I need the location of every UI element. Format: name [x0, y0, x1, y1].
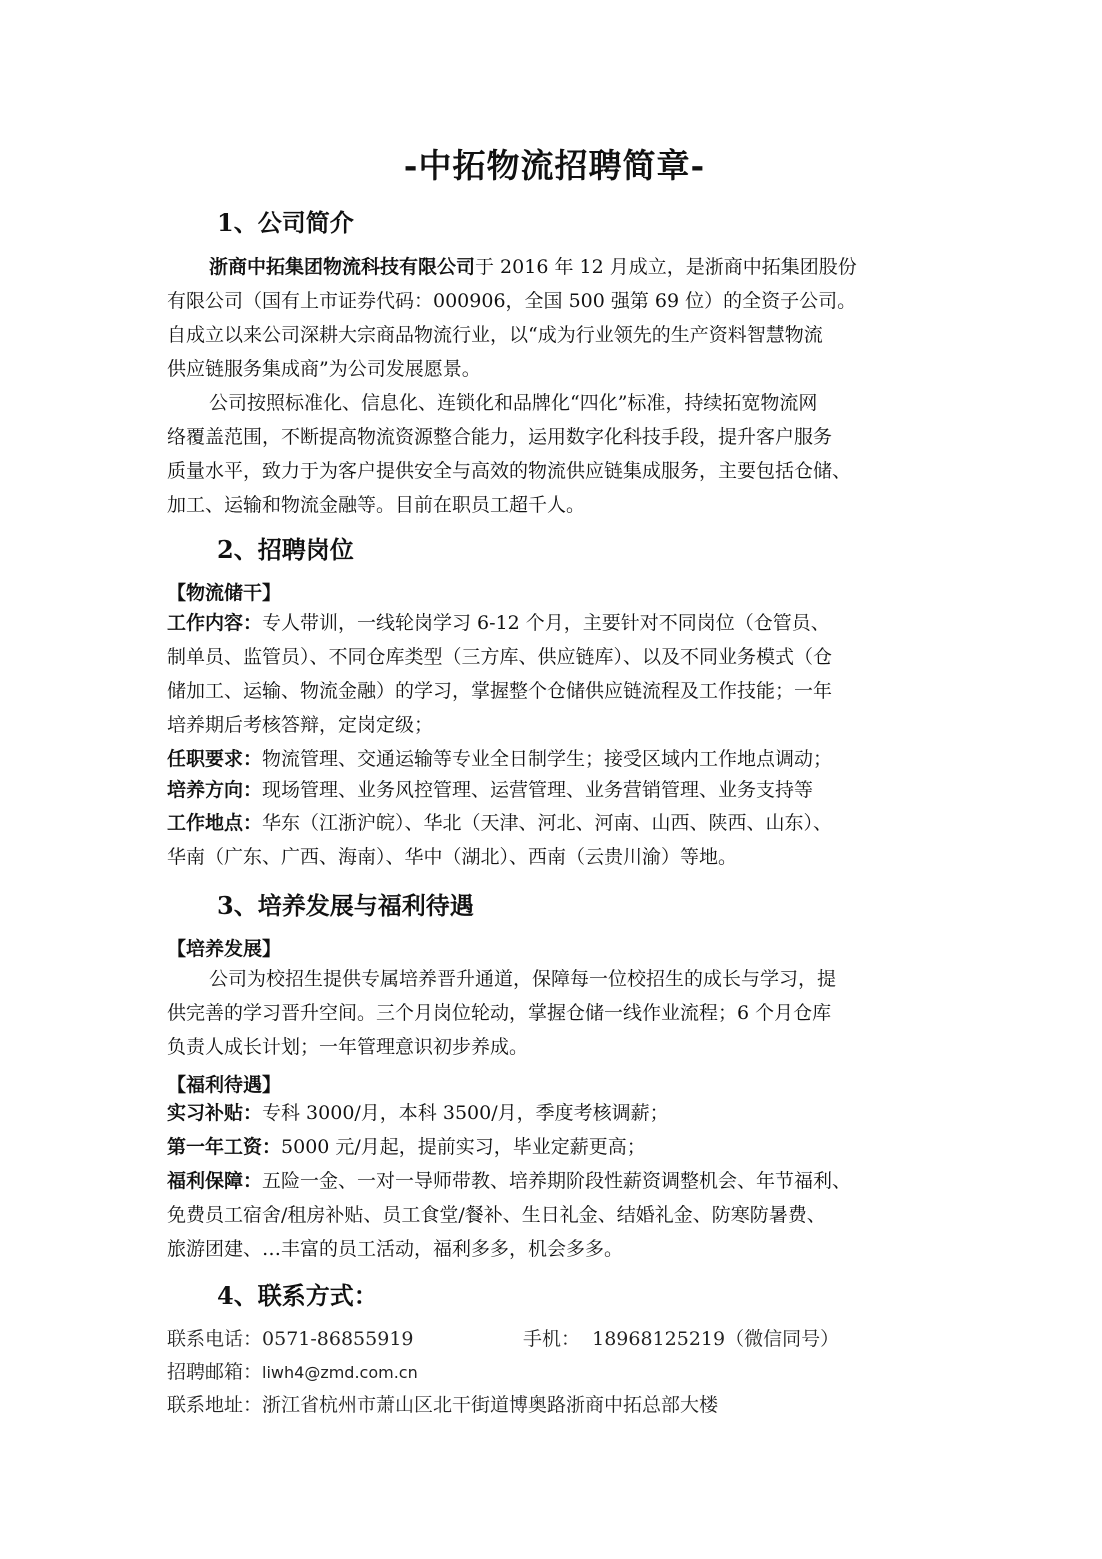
direction-line — [167, 773, 942, 807]
intern-text: 专科 3000/月，本科 3500/月，季度考核调薪； — [262, 1102, 669, 1124]
section-1-heading: 1、公司简介 — [217, 208, 354, 237]
location-label: 工作地点： — [167, 812, 263, 834]
requirements-text: 物流管理、交通运输等专业全日制学生；接受区域内工作地点调动； — [262, 748, 833, 770]
intro-line-3: 自成立以来公司深耕大宗商品物流行业，以“成为行业领先的生产资料智慧物流 — [167, 324, 823, 346]
benefits-line-3: 旅游团建、…丰富的员工活动，福利多多，机会多多。 — [167, 1238, 624, 1260]
job-content-label: 工作内容： — [167, 612, 263, 634]
salary-label: 第一年工资： — [167, 1136, 282, 1158]
phone-line — [167, 1324, 414, 1351]
phone-number[interactable]: 0571-86855919 — [262, 1328, 414, 1350]
benefits-text: 五险一金、一对一导师带教、培养期阶段性薪资调整机会、年节福利、 — [262, 1170, 852, 1192]
mobile-line — [523, 1324, 839, 1351]
section-4-heading: 4、联系方式： — [217, 1281, 378, 1310]
phone-label: 联系电话： — [167, 1328, 263, 1350]
benefits-line-2: 免费员工宿舍/租房补贴、员工食堂/餐补、生日礼金、结婚礼金、防寒防暑费、 — [167, 1204, 826, 1226]
mobile-number[interactable]: 18968125219（微信同号） — [592, 1328, 840, 1350]
email-label: 招聘邮箱： — [167, 1361, 263, 1383]
section-3-heading: 3、培养发展与福利待遇 — [217, 891, 474, 920]
direction-text: 现场管理、业务风控管理、运营管理、业务营销管理、业务支持等 — [262, 779, 814, 801]
company-name: 浙商中拓集团物流科技有限公司 — [209, 256, 476, 278]
requirements-label: 任职要求： — [167, 748, 263, 770]
job-content-text: 专人带训，一线轮岗学习 6-12 个月，主要针对不同岗位（仓管员、 — [262, 612, 830, 634]
benefits-label: 福利保障： — [167, 1170, 263, 1192]
address-line — [167, 1390, 718, 1417]
intern-label: 实习补贴： — [167, 1102, 263, 1124]
email-line — [167, 1357, 418, 1384]
job-content-line-2: 制单员、监管员）、不同仓库类型（三方库、供应链库）、以及不同业务模式（仓 — [167, 646, 833, 668]
salary-line — [167, 1130, 942, 1164]
intro2-line-3: 质量水平，致力于为客户提供安全与高效的物流供应链集成服务，主要包括仓储、 — [167, 460, 852, 482]
development-line-3: 负责人成长计划；一年管理意识初步养成。 — [167, 1036, 529, 1058]
development-line-2: 供完善的学习晋升空间。三个月岗位轮动，掌握仓储一线作业流程；6 个月仓库 — [167, 1002, 832, 1024]
document-title: -中拓物流招聘简章- — [403, 146, 706, 185]
intro2-line-4: 加工、运输和物流金融等。目前在职员工超千人。 — [167, 494, 586, 516]
development-line-1: 公司为校招生提供专属培养晋升通道，保障每一位校招生的成长与学习，提 — [209, 968, 837, 990]
benefits-line-1 — [167, 1164, 942, 1198]
job-content-line-3: 储加工、运输、物流金融）的学习，掌握整个仓储供应链流程及工作技能；一年 — [167, 680, 833, 702]
intro-line-4: 供应链服务集成商”为公司发展愿景。 — [167, 358, 481, 380]
position-title: 【物流储干】 — [167, 582, 282, 604]
intro-line-1 — [167, 250, 942, 284]
job-content-line-1 — [167, 606, 942, 640]
job-content-line-4: 培养期后考核答辩，定岗定级； — [167, 714, 434, 736]
direction-label: 培养方向： — [167, 779, 263, 801]
intro-line-2: 有限公司（国有上市证券代码：000906，全国 500 强第 69 位）的全资子公司。 — [167, 290, 857, 312]
address-label: 联系地址： — [167, 1394, 263, 1416]
intro2-line-2: 络覆盖范围，不断提高物流资源整合能力，运用数字化科技手段，提升客户服务 — [167, 426, 833, 448]
mobile-label: 手机： — [523, 1328, 581, 1350]
section-2-heading: 2、招聘岗位 — [217, 535, 354, 564]
address-text: 浙江省杭州市萧山区北干街道博奥路浙商中拓总部大楼 — [262, 1394, 719, 1416]
development-title: 【培养发展】 — [167, 938, 282, 960]
intro-text: 于 2016 年 12 月成立，是浙商中拓集团股份 — [475, 256, 857, 278]
location-line-1 — [167, 806, 942, 840]
welfare-title: 【福利待遇】 — [167, 1074, 282, 1096]
salary-text: 5000 元/月起，提前实习，毕业定薪更高； — [281, 1136, 646, 1158]
intern-line — [167, 1096, 942, 1130]
intro2-line-1: 公司按照标准化、信息化、连锁化和品牌化“四化”标准，持续拓宽物流网 — [209, 392, 818, 414]
requirements-line — [167, 742, 942, 776]
location-line-2: 华南（广东、广西、海南）、华中（湖北）、西南（云贵川渝）等地。 — [167, 846, 738, 868]
location-text: 华东（江浙沪皖）、华北（天津、河北、河南、山西、陕西、山东）、 — [262, 812, 833, 834]
email-link[interactable]: liwh4@zmd.com.cn — [262, 1363, 418, 1382]
